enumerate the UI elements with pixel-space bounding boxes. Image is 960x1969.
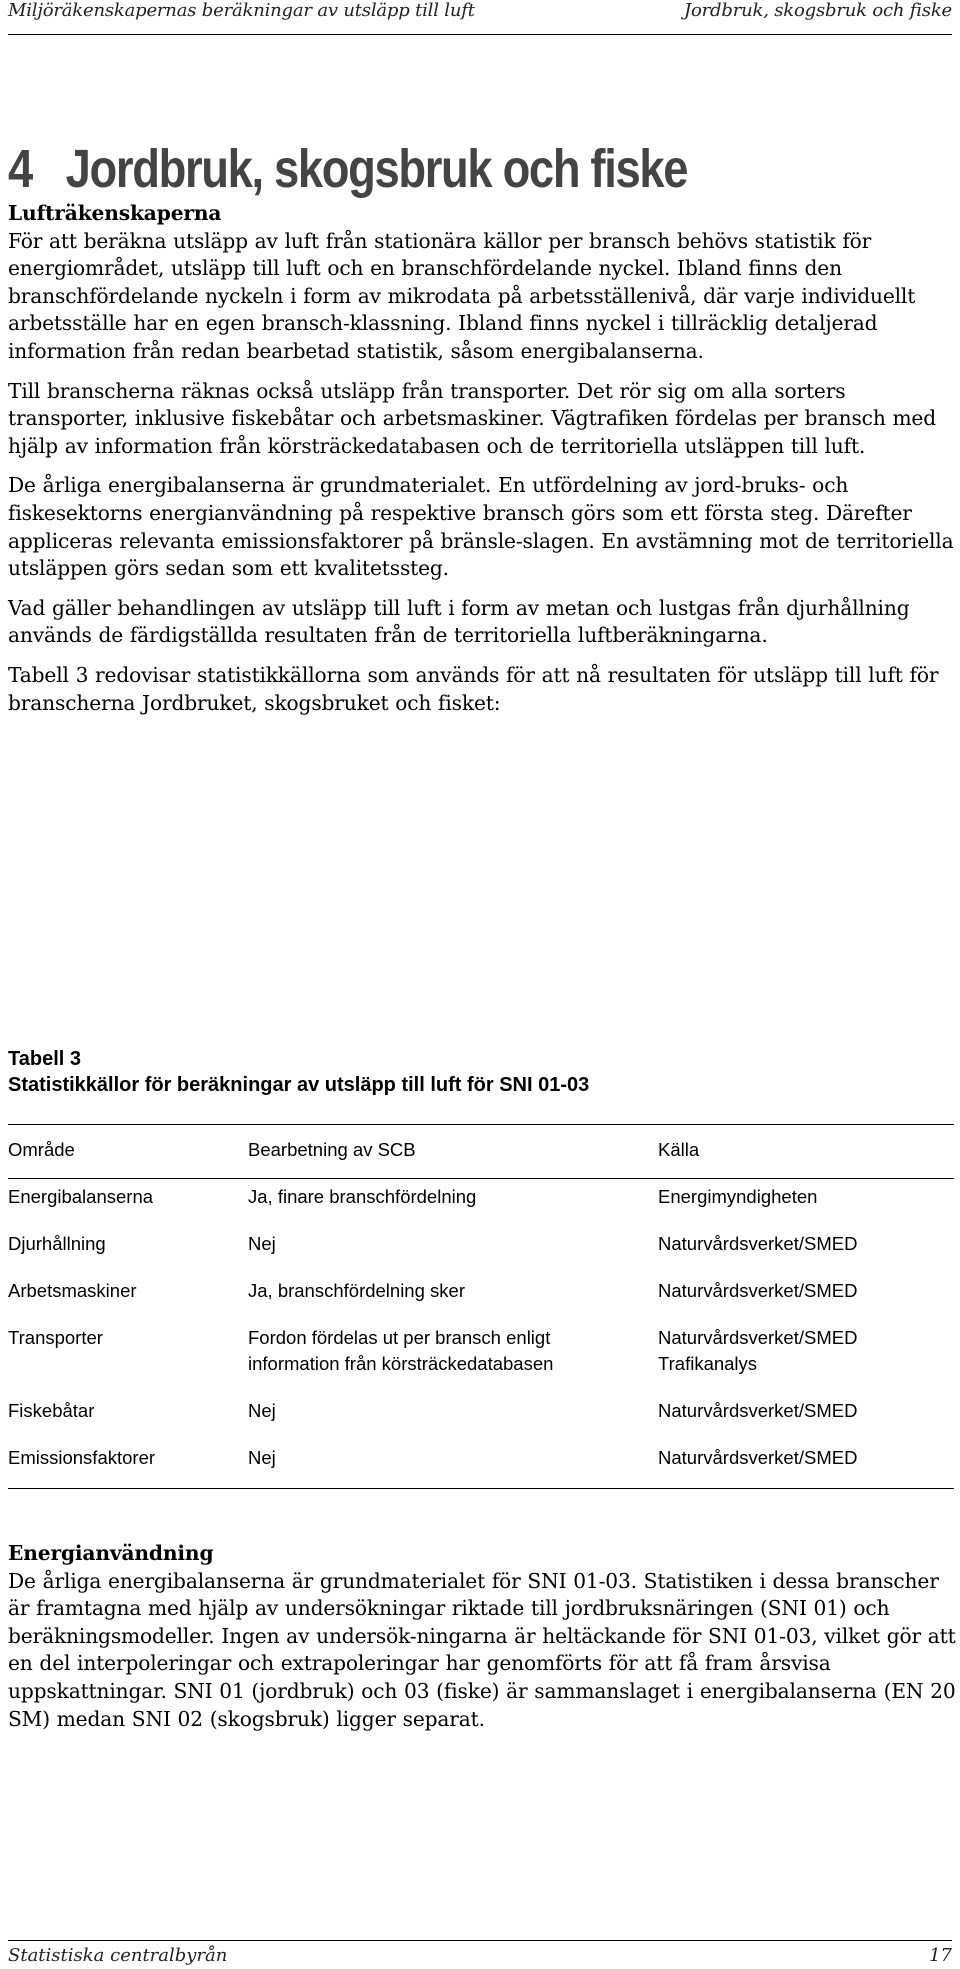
page-footer [8,1940,952,1966]
table-cell: Nej [248,1447,276,1468]
table-title [8,1046,589,1098]
column-header: Område [8,1139,75,1160]
table-cell: Emissionsfaktorer [8,1447,156,1468]
chapter-title: 4 Jordbruk, skogsbruk och fiske [8,139,688,199]
running-header-right: Jordbruk, skogsbruk och fiske [684,0,952,21]
section-energianvändning [8,1540,958,1733]
table-cell: Energimyndigheten [658,1186,818,1207]
paragraph: De årliga energibalanserna är grundmaterialet. En utfördelning av jord-bruks- och fiskesektorns energianvändning på respektive bransch görs som ett första steg. Därefter appliceras relevanta emissionsfaktorer på bränsle-slagen. En avstämning mot de territoriella utsläppen görs sedan som ett kvalitetssteg. [8,473,954,581]
paragraph: Till branscherna räknas också utsläpp från transporter. Det rör sig om alla sorters transporter, inklusive fiskebåtar och arbetsmaskiner. Vägtrafiken fördelas per bransch med hjälp av information från körsträckedatabasen och de territoriella utsläppen till luft. [8,378,937,458]
footer-publisher: Statistiska centralbyrån [8,1945,228,1966]
table-cell: Naturvårdsverket/SMED [658,1233,858,1254]
paragraph: Tabell 3 redovisar statistikkällorna som används för att nå resultaten för utsläpp till luft för branscherna Jordbruket, skogsbruket och fisket: [8,662,939,715]
table-top-rule [8,1124,954,1125]
table-cell: Naturvårdsverket/SMED [658,1327,858,1348]
section-heading: Energianvändning [8,1541,214,1565]
table-cell: Naturvårdsverket/SMED [658,1400,858,1421]
table-cell: Ja, finare branschfördelning [248,1186,477,1207]
section-lufträkenskaperna [8,200,958,717]
table-cell: Transporter [8,1327,103,1348]
table-header-rule [8,1178,954,1179]
table-cell: Energibalanserna [8,1186,154,1207]
paragraph: Vad gäller behandlingen av utsläpp till luft i form av metan och lustgas från djurhållning används de färdigställda resultaten från de territoriella luftberäkningarna. [8,595,910,648]
running-header [8,0,952,35]
column-header: Bearbetning av SCB [248,1139,416,1160]
table-cell: Nej [248,1233,276,1254]
page-number: 17 [929,1945,952,1966]
table-cell: Fordon fördelas ut per bransch enligt [248,1327,551,1348]
table-cell: Nej [248,1400,276,1421]
section-heading: Lufträkenskaperna [8,201,222,225]
table-cell: Trafikanalys [658,1353,758,1374]
paragraph: De årliga energibalanserna är grundmaterialet för SNI 01-03. Statistiken i dessa branscher är framtagna med hjälp av undersökningar riktade till jordbruksnäringen (SNI 01) och beräkningsmodeller. Ingen av undersök-ningarna är heltäckande för SNI 01-03, vilket gör att en del interpoleringar och extrapoleringar har genomförts för att få fram årsvisa uppskattningar. SNI 01 (jordbruk) och 03 (fiske) är sammanslaget i energibalanserna (EN 20 SM) medan SNI 02 (skogsbruk) ligger separat. [8,1568,956,1731]
table-cell: Ja, branschfördelning sker [248,1280,465,1301]
table-cell: Djurhållning [8,1233,106,1254]
running-header-left: Miljöräkenskapernas beräkningar av utsläpp till luft [8,0,475,21]
table-bottom-rule [8,1488,954,1489]
table-cell: information från körsträckedatabasen [248,1353,554,1374]
table-label: Tabell 3 [8,1048,81,1070]
table-cell: Naturvårdsverket/SMED [658,1447,858,1468]
table-caption: Statistikkällor för beräkningar av utsläpp till luft för SNI 01-03 [8,1074,590,1096]
table-cell: Naturvårdsverket/SMED [658,1280,858,1301]
table-cell: Arbetsmaskiner [8,1280,137,1301]
paragraph: För att beräkna utsläpp av luft från stationära källor per bransch behövs statistik för energiområdet, utsläpp till luft och en branschfördelande nyckel. Ibland finns den branschfördelande nyckeln i form av mikrodata på arbetsställenivå, där varje individuellt arbetsställe har en egen bransch-klassning. Ibland finns nyckel i tillräcklig detaljerad information från redan bearbetad statistik, såsom energibalanserna. [8,228,916,363]
table-cell: Fiskebåtar [8,1400,95,1421]
column-header: Källa [658,1139,700,1160]
